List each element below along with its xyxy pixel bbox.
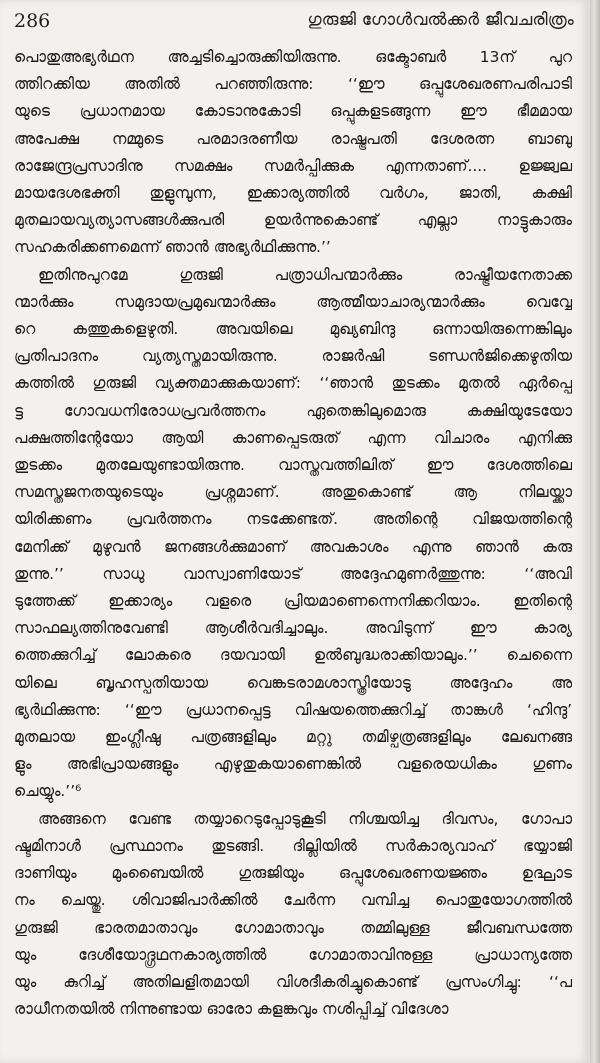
- text-line: ഇതിനുപുറമേ ഗുരുജി പത്രാധിപന്മാർക്കും രാഷ്ട്രീയനേതാക്ക: [38, 265, 572, 284]
- text-line: പൊതുഅഭ്യർഥന അച്ചടിച്ചൊരുക്കിയിരുന്നു. ഒക്ടോബർ 13ന് പുറ: [14, 48, 572, 66]
- text-line: ത്തിറക്കിയ അതിൽ പറഞ്ഞിരുന്നു: ‘‘ഈ ഒപ്പുശേഖരണപരിപാടി: [14, 75, 572, 94]
- page-number: 286: [14, 10, 51, 32]
- text-line: യും കുറിച്ച് അതിലളിതമായി വിശദീകരിച്ചുകൊണ്ട് പ്രസംഗിച്ചു: ‘‘പ: [14, 972, 572, 991]
- text-line: ന്മാർക്കും സമുദായപ്രമുഖന്മാർക്കും ആത്മീയാചാര്യന്മാർക്കും വെവ്വേ: [14, 292, 572, 311]
- paragraph: [14, 806, 572, 1024]
- text-line: ചെയ്യും.’’⁶: [14, 782, 82, 801]
- text-line: ത്തെക്കുറിച്ച് ലോകരെ ദയവായി ഉൽബുദ്ധരാക്കിയാലും.’’ ചെന്നൈ: [14, 646, 572, 665]
- text-line: ഭ്യർഥിക്കുന്നു: ‘‘ഈ പ്രധാനപ്പെട്ട വിഷയത്തെക്കുറിച്ച് താങ്കൾ ‘ഹിന്ദു’: [14, 700, 572, 719]
- page-edge: [590, 0, 600, 1063]
- text-line: ഗുരുജി ഭാരതമാതാവും ഗോമാതാവും തമ്മിലുള്ള ജീവബന്ധത്തേ: [14, 918, 572, 937]
- text-line: സഹകരിക്കണമെന്ന് ഞാൻ അഭ്യർഥിക്കുന്നു.’’: [14, 238, 331, 257]
- text-line: കത്തിൽ ഗുരുജി വ്യക്തമാക്കുകയാണ്: ‘‘ഞാൻ തുടക്കം മുതൽ ഏർപ്പെ: [14, 374, 572, 393]
- text-line: യുടെ പ്രധാനമായ കോടാനുകോടി ഒപ്പുകളടങ്ങുന്ന ഈ ഭീമമായ: [14, 102, 572, 121]
- text-line: തുടക്കം മുതലേയുണ്ടായിരുന്നു. വാസ്തവത്തിലിത് ഈ ദേശത്തിലെ: [14, 456, 572, 475]
- text-line: മുതലായ ഇംഗ്ലീഷു പത്രങ്ങളിലും മറ്റു തമിഴ്പത്രങ്ങളിലും ലേഖനങ്ങ: [14, 728, 572, 747]
- text-line: യിരിക്കണം പ്രവർത്തനം നടക്കേണ്ടത്. അതിന്റെ വിജയത്തിന്റെ: [14, 510, 572, 529]
- text-line: രാജേന്ദ്രപ്രസാദിനു സമക്ഷം സമർപ്പിക്കുക എന്നതാണ്.... ഉജ്ജ്വല: [14, 156, 572, 175]
- text-line: നം ചെയ്തു. ശിവാജിപാർക്കിൽ ചേർന്ന വമ്പിച്ച പൊതുയോഗത്തിൽ: [14, 891, 572, 910]
- text-line: അപേക്ഷ നമ്മുടെ പരമാദരണീയ രാഷ്ട്രപതി ദേശരത്ന ബാബു: [14, 129, 572, 148]
- text-line: യും ദേശീയോദ്ഗ്രഥനകാര്യത്തിൽ ഗോമാതാവിനുള്ള പ്രാധാന്യത്തേ: [14, 945, 572, 964]
- paragraph: [14, 262, 572, 806]
- text-line: ദാണിയും മുംബൈയിൽ ഗുരുജിയും ഒപ്പുശേഖരണയജ്ഞം ഉദ്ഘാട: [14, 864, 572, 883]
- text-line: പ്രതിപാദനം വ്യത്യസ്തമായിരുന്നു. രാജർഷി ടണ്ഡൻജിക്കെഴുതിയ: [14, 347, 572, 366]
- running-title: ഗുരുജി ഗോൾവൽക്കർ ജീവചരിത്രം: [307, 10, 574, 30]
- text-line: ളും അഭിപ്രായങ്ങളും എഴുതുകയാണെങ്കിൽ വളരെയധികം ഗുണം: [14, 755, 572, 774]
- text-line: അങ്ങനെ വേണ്ട തയ്യാറെടുപ്പോടുകൂടി നിശ്ചയിച്ച ദിവസം, ഗോപാ: [38, 809, 572, 828]
- text-line: യിലെ ബൃഹസ്പതിയായ വെങ്കടരാമശാസ്ത്രിയോടു അദ്ദേഹം അ: [14, 673, 572, 692]
- text-line: പക്ഷത്തിന്റേയോ ആയി കാണപ്പെടരുത് എന്ന വിചാരം എനിക്കു: [14, 428, 572, 447]
- text-line: ഷ്ടമിനാൾ പ്രസ്ഥാനം തുടങ്ങി. ദില്ലിയിൽ സർകാര്യവാഹ് ഭയ്യാജി: [14, 836, 572, 855]
- text-line: മായദേശഭക്തി തുളുമ്പുന്ന, ഇക്കാര്യത്തിൽ വർഗം, ജാതി, കക്ഷി: [14, 184, 572, 203]
- text-line: സാഫല്യത്തിനുവേണ്ടി ആശീർവദിച്ചാലും. അവിടുന്ന് ഈ കാര്യ: [14, 619, 572, 638]
- page-header: [14, 4, 574, 38]
- text-line: മേനിക്ക് മുഴുവൻ ജനങ്ങൾക്കുമാണ് അവകാശം എന്നു ഞാൻ കരു: [14, 537, 572, 556]
- text-line: തുന്നു.’’ സാധു വാസ്വാണിയോട് അദ്ദേഹമുണർത്തുന്നു: ‘‘അവി: [14, 564, 572, 583]
- text-line: ട്ട ഗോവധനിരോധപ്രവർത്തനം ഏതെങ്കിലുമൊരു കക്ഷിയുടേയോ: [14, 401, 572, 420]
- text-line: സമസ്തജനതയുടെയും പ്രശ്നമാണ്. അതുകൊണ്ട് ആ നിലയ്ക്കാ: [14, 483, 572, 502]
- text-line: രാധീനതയിൽ നിന്നുണ്ടായ ഓരോ കളങ്കവും നശിപ്പിച്ച് വിദേശാ: [14, 1000, 449, 1019]
- text-line: ടുത്തേക്ക് ഇക്കാര്യം വളരെ പ്രിയമാണെന്നെനിക്കറിയാം. ഇതിന്റെ: [14, 592, 572, 611]
- text-line: മുതലായവ്യത്യാസങ്ങൾക്കുപരി ഉയർന്നുകൊണ്ട് എല്ലാ നാട്ടുകാരും: [14, 211, 572, 230]
- body-text: [14, 44, 572, 1023]
- paragraph: [14, 44, 572, 262]
- text-line: റെ കത്തുകളെഴുതി. അവയിലെ മുഖ്യബിന്ദു ഒന്നായിരുന്നെങ്കിലും: [14, 320, 572, 339]
